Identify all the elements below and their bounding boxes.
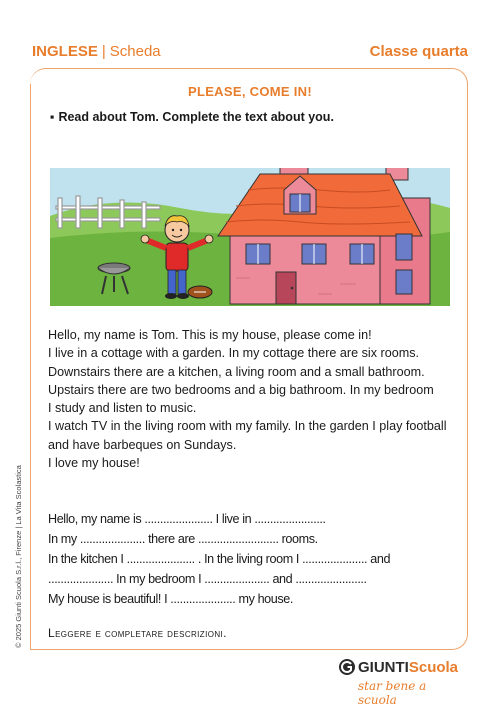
reading-line: I love my house!	[48, 456, 140, 471]
reading-line: I watch TV in the living room with my family. In the garden I play football	[48, 419, 447, 434]
reading-line: and have barbeques on Sundays.	[48, 437, 237, 452]
logo-brand-accent: Scuola	[408, 659, 459, 676]
logo-brand-main: GIUNTI	[358, 659, 409, 676]
reading-text	[48, 326, 458, 472]
giunti-g-icon	[338, 658, 356, 676]
reading-line: I study and listen to music.	[48, 401, 197, 416]
footer-note: Leggere e completare descrizioni.	[48, 626, 227, 640]
instruction-text: Read about Tom. Complete the text about you.	[58, 110, 334, 124]
reading-line: Hello, my name is Tom. This is my house, please come in!	[48, 328, 372, 342]
header-subject	[32, 43, 161, 60]
exercise-line: In my ..................... there are .......................... rooms.	[48, 532, 318, 546]
house-illustration	[50, 168, 450, 306]
logo-brand	[358, 659, 458, 676]
exercise-line: Hello, my name is ...................... I live in .......................	[48, 512, 326, 526]
exercise-line: My house is beautiful! I ..................... my house.	[48, 592, 293, 606]
giunti-scuola-logo	[338, 657, 468, 707]
reading-line: Downstairs there are a kitchen, a living room and a small bathroom.	[48, 364, 425, 379]
exercise-line: ..................... In my bedroom I ..................... and .......................	[48, 572, 367, 586]
content-frame-left-edge	[30, 84, 31, 650]
section-label: Scheda	[109, 43, 161, 60]
logo-tagline: star bene a scuola	[358, 679, 427, 707]
reading-line: I live in a cottage with a garden. In my cottage there are six rooms.	[48, 346, 419, 361]
copyright-text: © 2025 Giunti Scuola S.r.l., Firenze | La Vita Scolastica	[14, 465, 23, 648]
fill-in-exercise	[48, 509, 458, 609]
page-title: PLEASE, COME IN!	[188, 84, 312, 99]
bullet-icon: ▪	[50, 110, 55, 124]
reading-line: Upstairs there are two bedrooms and a big bathroom. In my bedroom	[48, 382, 434, 397]
exercise-line: In the kitchen I ...................... . In the living room I ..................... and	[48, 552, 391, 566]
subject-label: INGLESE	[32, 43, 98, 60]
instruction	[50, 110, 334, 124]
grade-label: Classe quarta	[369, 43, 468, 60]
header-separator: |	[101, 43, 106, 60]
